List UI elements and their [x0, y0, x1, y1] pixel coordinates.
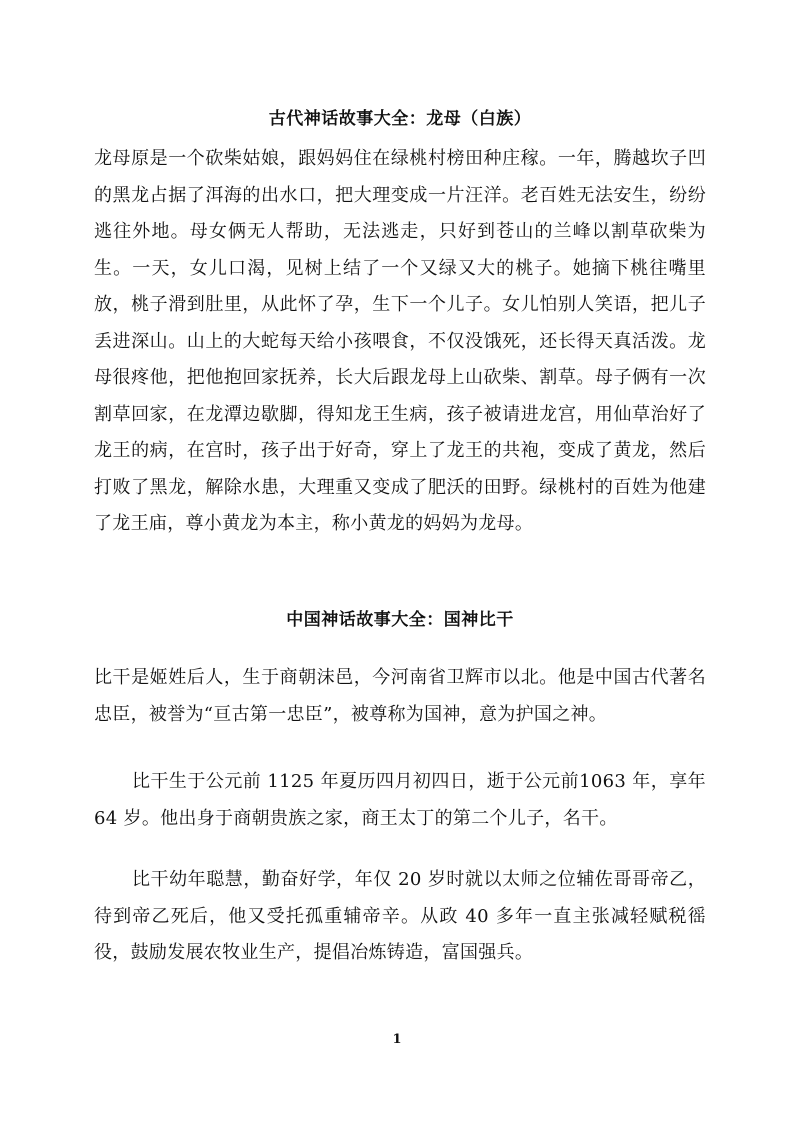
paragraph-bigan-birth: 比干生于公元前 1125 年夏历四月初四日，逝于公元前1063 年，享年 64 岁。他出身于商朝贵族之家，商王太丁的第二个儿子，名干。 — [94, 771, 706, 829]
paragraph-bigan-career: 比干幼年聪慧，勤奋好学，年仅 20 岁时就以太师之位辅佐哥哥帝乙，待到帝乙死后，他又受托孤重辅帝辛。从政 40 多年一直主张减轻赋税徭役，鼓励发展农牧业生产，提倡冶炼铸造，富国强兵。 — [94, 869, 706, 963]
paragraph-bigan-intro: 比干是姬姓后人，生于商朝沫邑，今河南省卫辉市以北。他是中国古代著名忠臣，被誉为“亘古第一忠臣”，被尊称为国神，意为护国之神。 — [94, 667, 706, 725]
paragraph-dragon-mother: 龙母原是一个砍柴姑娘，跟妈妈住在绿桃村榜田种庄稼。一年，腾越坎子凹的黑龙占据了洱海的出水口，把大理变成一片汪洋。老百姓无法安生，纷纷逃往外地。母女俩无人帮助，无法逃走，只好到苍山的兰峰以割草砍柴为生。一天，女儿口渴，见树上结了一个又绿又大的桃子。她摘下桃往嘴里放，桃子滑到肚里，从此怀了孕，生下一个儿子。女儿怕别人笑语，把儿子丢进深山。山上的大蛇每天给小孩喂食，不仅没饿死，还长得天真活泼。龙母很疼他，把他抱回家抚养，长大后跟龙母上山砍柴、割草。母子俩有一次割草回家，在龙潭边歇脚，得知龙王生病，孩子被请进龙宫，用仙草治好了龙王的病，在宫时，孩子出于好奇，穿上了龙王的共袍，变成了黄龙，然后打败了黑龙，解除水患，大理重又变成了肥沃的田野。绿桃村的百姓为他建了龙王庙，尊小黄龙为本主，称小黄龙的妈妈为龙母。 — [94, 148, 706, 534]
section-title-dragon-mother: 古代神话故事大全：龙母（白族） — [268, 109, 532, 129]
page-number: 1 — [392, 1032, 402, 1047]
section-title-bigan: 中国神话故事大全：国神比干 — [286, 610, 514, 630]
